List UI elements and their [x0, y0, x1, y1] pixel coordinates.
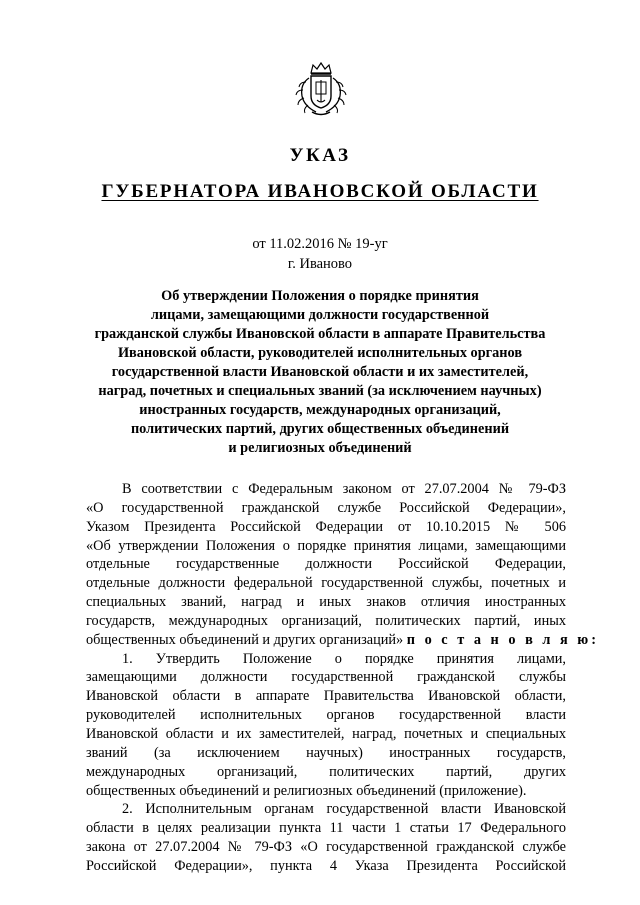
- item-1-line: международных организаций, политических партий, других: [86, 763, 566, 780]
- subject-line: лицами, замещающими должности государственной: [150, 307, 490, 323]
- item-1-line: званий (за исключением научных) иностранных государств,: [86, 744, 566, 761]
- subject-line: политических партий, других общественных объединений: [130, 421, 510, 437]
- document-title: УКАЗ: [289, 145, 351, 166]
- item-2-line: закона от 27.07.2004 № 79-ФЗ «О государственной гражданской службе: [86, 839, 566, 856]
- item-1-line: руководителей исполнительных органов государственной власти: [86, 707, 566, 724]
- body-line: «О государственной гражданской службе Российской Федерации»,: [86, 499, 566, 516]
- subject-line: наград, почетных и специальных званий (за исключением научных): [98, 383, 542, 399]
- issuer-title: ГУБЕРНАТОРА ИВАНОВСКОЙ ОБЛАСТИ: [101, 181, 539, 202]
- body-line: отдельные должности федеральной государственной службы, почетных и: [86, 575, 566, 592]
- subject-line: государственной власти Ивановской области и их заместителей,: [111, 364, 529, 380]
- item-1-line: Ивановской области и их заместителей, наград, почетных и специальных: [86, 725, 566, 742]
- subject-line: гражданской службы Ивановской области в аппарате Правительства: [94, 326, 546, 342]
- body-line: В соответствии с Федеральным законом от 27.07.2004 № 79-ФЗ: [122, 481, 566, 497]
- subject-line: Ивановской области, руководителей исполнительных органов: [117, 345, 523, 361]
- body-line: Указом Президента Российской Федерации от 10.10.2015 № 506: [86, 518, 566, 535]
- resolve-word: п о с т а н о в л я ю:: [406, 631, 599, 648]
- item-1-line: 1. Утвердить Положение о порядке принятия лицами,: [122, 650, 566, 667]
- body-line: «Об утверждении Положения о порядке принятия лицами, замещающими: [86, 537, 566, 554]
- date-number: от 11.02.2016 № 19-уг: [252, 236, 388, 252]
- city: г. Иваново: [287, 256, 353, 272]
- decree-subject: [70, 287, 570, 458]
- body-line: отдельные государственные должности Российской Федерации,: [86, 556, 566, 573]
- item-2-line: области в целях реализации пункта 11 части 1 статьи 17 Федерального: [86, 820, 566, 837]
- body-line: специальных званий, наград и иных знаков отличия иностранных: [86, 594, 566, 611]
- subject-line: Об утверждении Положения о порядке принятия: [161, 288, 479, 304]
- body-line-resolve: [86, 631, 599, 650]
- item-1-line: Ивановской области в аппарате Правительства Ивановской области,: [86, 688, 566, 705]
- item-1-line: общественных объединений и религиозных объединений (приложение).: [86, 782, 527, 799]
- subject-line: и религиозных объединений: [228, 440, 412, 456]
- subject-line: иностранных государств, международных организаций,: [139, 402, 501, 418]
- body-line-text: общественных объединений и других организаций»: [86, 631, 404, 648]
- item-2-line: Российской Федерации», пункта 4 Указа Президента Российской: [86, 857, 566, 874]
- body-line: государств, международных организаций, политических партий, иных: [86, 612, 566, 629]
- item-2-line: 2. Исполнительным органам государственной власти Ивановской: [122, 801, 566, 818]
- item-1-line: замещающими должности государственной гражданской службы: [86, 669, 566, 686]
- coat-of-arms-emblem: [294, 60, 348, 118]
- decree-body: [86, 480, 599, 876]
